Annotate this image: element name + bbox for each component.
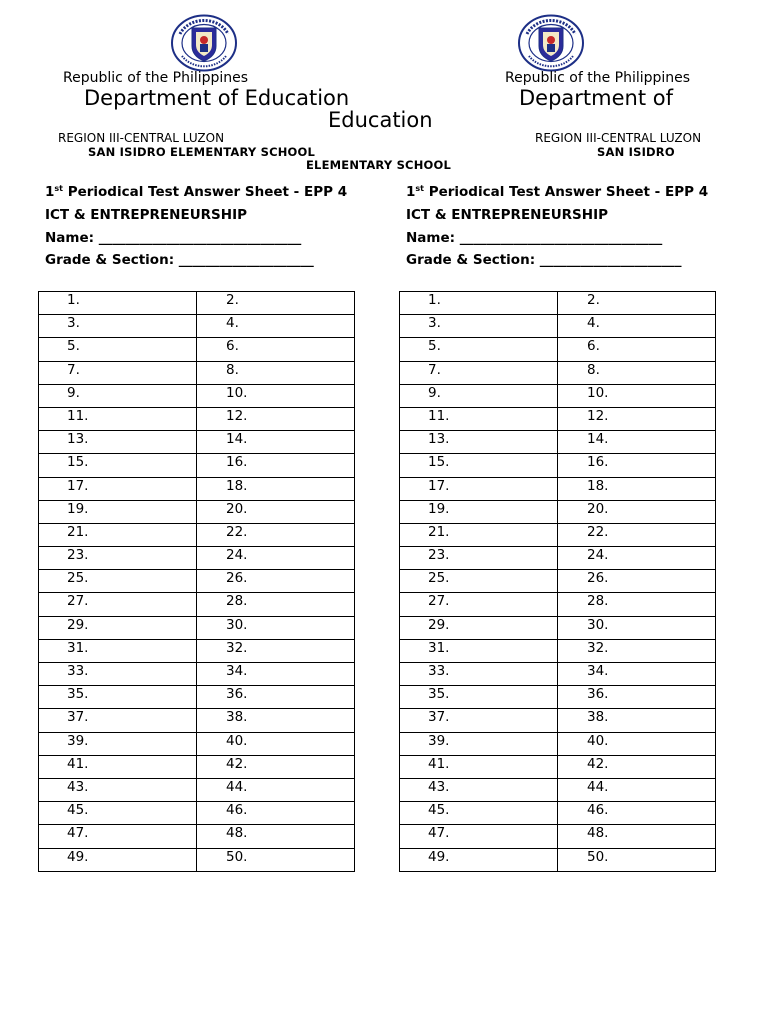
answer-row [39, 639, 355, 662]
answer-cell[interactable] [400, 361, 558, 384]
answer-row [400, 732, 716, 755]
answer-cell[interactable] [400, 570, 558, 593]
answer-cell[interactable] [197, 686, 355, 709]
answer-row [400, 407, 716, 430]
item-number: 28. [226, 593, 248, 610]
right-department-title-wrap: Education [328, 108, 433, 132]
item-number: 16. [587, 454, 609, 471]
answer-cell[interactable] [39, 407, 197, 430]
answer-cell[interactable] [197, 663, 355, 686]
item-number: 40. [226, 732, 248, 749]
answer-cell[interactable] [197, 802, 355, 825]
item-number: 48. [226, 825, 248, 842]
answer-row [39, 848, 355, 871]
answer-cell[interactable] [558, 825, 716, 848]
answer-cell[interactable] [197, 547, 355, 570]
answer-row [39, 593, 355, 616]
answer-cell[interactable] [400, 500, 558, 523]
answer-cell[interactable] [197, 454, 355, 477]
item-number: 31. [428, 639, 450, 656]
item-number: 34. [587, 663, 609, 679]
deped-seal-left [170, 14, 238, 72]
item-number: 42. [226, 755, 248, 772]
item-number: 11. [428, 407, 450, 424]
answer-cell[interactable] [400, 709, 558, 732]
item-number: 14. [587, 431, 609, 448]
answer-row [400, 523, 716, 546]
item-number: 38. [226, 709, 248, 726]
answer-row [400, 616, 716, 639]
answer-cell[interactable] [197, 593, 355, 616]
answer-row [400, 431, 716, 454]
right-grade-section-field: Grade & Section: _____________________ [406, 252, 682, 268]
item-number: 10. [226, 384, 248, 401]
answer-cell[interactable] [39, 848, 197, 871]
answer-cell[interactable] [39, 384, 197, 407]
answer-row [400, 570, 716, 593]
answer-cell[interactable] [197, 732, 355, 755]
item-number: 13. [67, 431, 89, 448]
answer-row [400, 709, 716, 732]
answer-cell[interactable] [558, 639, 716, 662]
answer-cell[interactable] [39, 292, 197, 315]
right-answer-table [399, 291, 716, 872]
answer-row [400, 338, 716, 361]
right-school-name-wrap: ELEMENTARY SCHOOL [306, 158, 451, 172]
item-number: 3. [67, 315, 80, 332]
item-number: 7. [67, 361, 80, 378]
item-number: 44. [587, 778, 609, 795]
answer-cell[interactable] [197, 384, 355, 407]
item-number: 35. [67, 686, 89, 703]
answer-row [39, 547, 355, 570]
item-number: 21. [67, 523, 89, 540]
answer-row [39, 315, 355, 338]
item-number: 34. [226, 663, 248, 679]
answer-row [400, 477, 716, 500]
item-number: 4. [226, 315, 239, 332]
left-grade-section-field: Grade & Section: ____________________ [45, 252, 314, 268]
answer-cell[interactable] [197, 778, 355, 801]
answer-row [400, 315, 716, 338]
item-number: 23. [428, 547, 450, 564]
answer-cell[interactable] [558, 361, 716, 384]
answer-cell[interactable] [197, 315, 355, 338]
item-number: 33. [428, 663, 450, 679]
answer-cell[interactable] [197, 500, 355, 523]
answer-cell[interactable] [197, 755, 355, 778]
item-number: 27. [428, 593, 450, 610]
item-number: 22. [587, 523, 609, 540]
item-number: 26. [587, 570, 609, 587]
item-number: 37. [428, 709, 450, 726]
left-region-text: REGION III-CENTRAL LUZON [58, 131, 225, 145]
item-number: 48. [587, 825, 609, 842]
item-number: 20. [226, 500, 248, 517]
answer-row [39, 755, 355, 778]
item-number: 10. [587, 384, 609, 401]
item-number: 47. [428, 825, 450, 842]
answer-cell[interactable] [197, 616, 355, 639]
item-number: 25. [428, 570, 450, 587]
item-number: 5. [67, 338, 80, 355]
item-number: 2. [226, 292, 239, 308]
item-number: 9. [67, 384, 80, 401]
item-number: 14. [226, 431, 248, 448]
answer-cell[interactable] [400, 825, 558, 848]
answer-row [39, 570, 355, 593]
item-number: 17. [67, 477, 89, 494]
item-number: 18. [587, 477, 609, 494]
answer-cell[interactable] [400, 755, 558, 778]
left-republic-text: Republic of the Philippines [63, 70, 249, 86]
right-republic-text: Republic of the Philippines [505, 70, 691, 86]
answer-row [39, 686, 355, 709]
answer-row [39, 431, 355, 454]
item-number: 44. [226, 778, 248, 795]
answer-cell[interactable] [558, 500, 716, 523]
answer-cell[interactable] [39, 315, 197, 338]
answer-row [400, 639, 716, 662]
item-number: 26. [226, 570, 248, 587]
answer-cell[interactable] [558, 547, 716, 570]
answer-cell[interactable] [400, 384, 558, 407]
answer-cell[interactable] [400, 663, 558, 686]
answer-cell[interactable] [197, 431, 355, 454]
item-number: 38. [587, 709, 609, 726]
item-number: 8. [226, 361, 239, 378]
item-number: 6. [226, 338, 239, 355]
answer-row [400, 663, 716, 686]
answer-cell[interactable] [39, 477, 197, 500]
item-number: 1. [428, 292, 441, 308]
answer-cell[interactable] [558, 616, 716, 639]
answer-cell[interactable] [400, 778, 558, 801]
item-number: 8. [587, 361, 600, 378]
item-number: 29. [428, 616, 450, 633]
item-number: 27. [67, 593, 89, 610]
answer-row [39, 477, 355, 500]
answer-cell[interactable] [558, 454, 716, 477]
answer-cell[interactable] [400, 732, 558, 755]
left-department-title: Department of Education [84, 86, 350, 110]
item-number: 6. [587, 338, 600, 355]
answer-cell[interactable] [558, 315, 716, 338]
answer-cell[interactable] [197, 292, 355, 315]
answer-cell[interactable] [558, 292, 716, 315]
answer-row [400, 593, 716, 616]
item-number: 12. [226, 407, 248, 424]
item-number: 36. [226, 686, 248, 703]
left-name-field: Name: ______________________________ [45, 230, 302, 246]
item-number: 33. [67, 663, 89, 679]
answer-cell[interactable] [39, 686, 197, 709]
answer-cell[interactable] [39, 570, 197, 593]
answer-cell[interactable] [39, 639, 197, 662]
right-region-text: REGION III-CENTRAL LUZON [535, 131, 702, 145]
answer-cell[interactable] [400, 639, 558, 662]
answer-cell[interactable] [558, 338, 716, 361]
answer-cell[interactable] [400, 431, 558, 454]
answer-cell[interactable] [39, 547, 197, 570]
item-number: 18. [226, 477, 248, 494]
item-number: 35. [428, 686, 450, 703]
answer-row [39, 500, 355, 523]
item-number: 39. [67, 732, 89, 749]
answer-cell[interactable] [400, 477, 558, 500]
item-number: 32. [226, 639, 248, 656]
answer-row [39, 292, 355, 315]
item-number: 46. [226, 802, 248, 819]
item-number: 29. [67, 616, 89, 633]
answer-cell[interactable] [197, 407, 355, 430]
item-number: 46. [587, 802, 609, 819]
item-number: 43. [428, 778, 450, 795]
answer-cell[interactable] [39, 500, 197, 523]
item-number: 41. [67, 755, 89, 772]
answer-cell[interactable] [197, 477, 355, 500]
item-number: 4. [587, 315, 600, 332]
answer-row [39, 384, 355, 407]
answer-cell[interactable] [400, 292, 558, 315]
answer-row [39, 361, 355, 384]
answer-cell[interactable] [400, 407, 558, 430]
answer-cell[interactable] [400, 547, 558, 570]
answer-row [39, 338, 355, 361]
answer-cell[interactable] [558, 663, 716, 686]
item-number: 37. [67, 709, 89, 726]
answer-row [400, 686, 716, 709]
answer-cell[interactable] [39, 802, 197, 825]
item-number: 31. [67, 639, 89, 656]
answer-cell[interactable] [197, 338, 355, 361]
answer-cell[interactable] [400, 802, 558, 825]
item-number: 19. [428, 500, 450, 517]
item-number: 28. [587, 593, 609, 610]
answer-cell[interactable] [558, 848, 716, 871]
answer-cell[interactable] [39, 663, 197, 686]
item-number: 11. [67, 407, 89, 424]
item-number: 2. [587, 292, 600, 308]
answer-cell[interactable] [39, 454, 197, 477]
item-number: 40. [587, 732, 609, 749]
right-name-field: Name: ______________________________ [406, 230, 663, 246]
answer-cell[interactable] [558, 802, 716, 825]
item-number: 21. [428, 523, 450, 540]
item-number: 15. [67, 454, 89, 471]
answer-row [400, 848, 716, 871]
item-number: 36. [587, 686, 609, 703]
item-number: 23. [67, 547, 89, 564]
answer-cell[interactable] [197, 709, 355, 732]
answer-cell[interactable] [39, 616, 197, 639]
answer-cell[interactable] [39, 732, 197, 755]
item-number: 1. [67, 292, 80, 308]
item-number: 49. [428, 848, 450, 865]
answer-cell[interactable] [558, 709, 716, 732]
answer-cell[interactable] [400, 523, 558, 546]
answer-cell[interactable] [558, 570, 716, 593]
item-number: 24. [226, 547, 248, 564]
answer-cell[interactable] [39, 755, 197, 778]
item-number: 42. [587, 755, 609, 772]
answer-cell[interactable] [39, 523, 197, 546]
answer-cell[interactable] [197, 523, 355, 546]
answer-row [400, 825, 716, 848]
answer-cell[interactable] [39, 825, 197, 848]
answer-cell[interactable] [400, 315, 558, 338]
item-number: 3. [428, 315, 441, 332]
item-number: 25. [67, 570, 89, 587]
answer-cell[interactable] [400, 593, 558, 616]
item-number: 22. [226, 523, 248, 540]
answer-row [400, 547, 716, 570]
item-number: 30. [226, 616, 248, 633]
answer-cell[interactable] [558, 407, 716, 430]
answer-cell[interactable] [39, 361, 197, 384]
answer-row [39, 616, 355, 639]
right-school-name: SAN ISIDRO [597, 145, 675, 159]
item-number: 15. [428, 454, 450, 471]
answer-row [39, 407, 355, 430]
item-number: 16. [226, 454, 248, 471]
answer-cell[interactable] [39, 431, 197, 454]
item-number: 47. [67, 825, 89, 842]
answer-cell[interactable] [558, 755, 716, 778]
item-number: 50. [587, 848, 609, 865]
item-number: 20. [587, 500, 609, 517]
answer-cell[interactable] [400, 686, 558, 709]
answer-row [39, 523, 355, 546]
answer-row [400, 292, 716, 315]
answer-cell[interactable] [197, 848, 355, 871]
item-number: 9. [428, 384, 441, 401]
item-number: 39. [428, 732, 450, 749]
right-subject: ICT & ENTREPRENEURSHIP [406, 207, 608, 223]
item-number: 43. [67, 778, 89, 795]
answer-row [400, 454, 716, 477]
item-number: 50. [226, 848, 248, 865]
answer-cell[interactable] [558, 477, 716, 500]
item-number: 45. [428, 802, 450, 819]
item-number: 19. [67, 500, 89, 517]
answer-row [400, 500, 716, 523]
answer-cell[interactable] [39, 709, 197, 732]
answer-row [39, 663, 355, 686]
left-test-title: 1st Periodical Test Answer Sheet - EPP 4 [45, 184, 348, 200]
answer-cell[interactable] [558, 778, 716, 801]
answer-row [39, 454, 355, 477]
answer-cell[interactable] [558, 686, 716, 709]
left-subject: ICT & ENTREPRENEURSHIP [45, 207, 247, 223]
item-number: 17. [428, 477, 450, 494]
answer-cell[interactable] [197, 825, 355, 848]
item-number: 5. [428, 338, 441, 355]
answer-cell[interactable] [39, 338, 197, 361]
item-number: 41. [428, 755, 450, 772]
answer-cell[interactable] [558, 732, 716, 755]
answer-cell[interactable] [400, 454, 558, 477]
right-test-title: 1st Periodical Test Answer Sheet - EPP 4 [406, 184, 709, 200]
answer-cell[interactable] [400, 616, 558, 639]
item-number: 30. [587, 616, 609, 633]
item-number: 24. [587, 547, 609, 564]
answer-row [400, 361, 716, 384]
item-number: 7. [428, 361, 441, 378]
item-number: 32. [587, 639, 609, 656]
answer-row [39, 732, 355, 755]
answer-row [39, 802, 355, 825]
item-number: 13. [428, 431, 450, 448]
item-number: 12. [587, 407, 609, 424]
answer-row [400, 755, 716, 778]
answer-cell[interactable] [197, 639, 355, 662]
answer-cell[interactable] [197, 361, 355, 384]
answer-cell[interactable] [39, 593, 197, 616]
left-school-name: SAN ISIDRO ELEMENTARY SCHOOL [88, 145, 316, 159]
answer-cell[interactable] [39, 778, 197, 801]
answer-row [39, 825, 355, 848]
answer-row [400, 384, 716, 407]
right-department-title: Department of [519, 86, 673, 110]
deped-seal-right [517, 14, 585, 72]
left-answer-table [38, 291, 355, 872]
answer-row [39, 778, 355, 801]
answer-cell[interactable] [558, 593, 716, 616]
answer-row [400, 802, 716, 825]
answer-cell[interactable] [558, 523, 716, 546]
answer-cell[interactable] [558, 431, 716, 454]
item-number: 49. [67, 848, 89, 865]
answer-row [39, 709, 355, 732]
answer-cell[interactable] [558, 384, 716, 407]
answer-cell[interactable] [197, 570, 355, 593]
answer-cell[interactable] [400, 338, 558, 361]
item-number: 45. [67, 802, 89, 819]
answer-cell[interactable] [400, 848, 558, 871]
answer-row [400, 778, 716, 801]
